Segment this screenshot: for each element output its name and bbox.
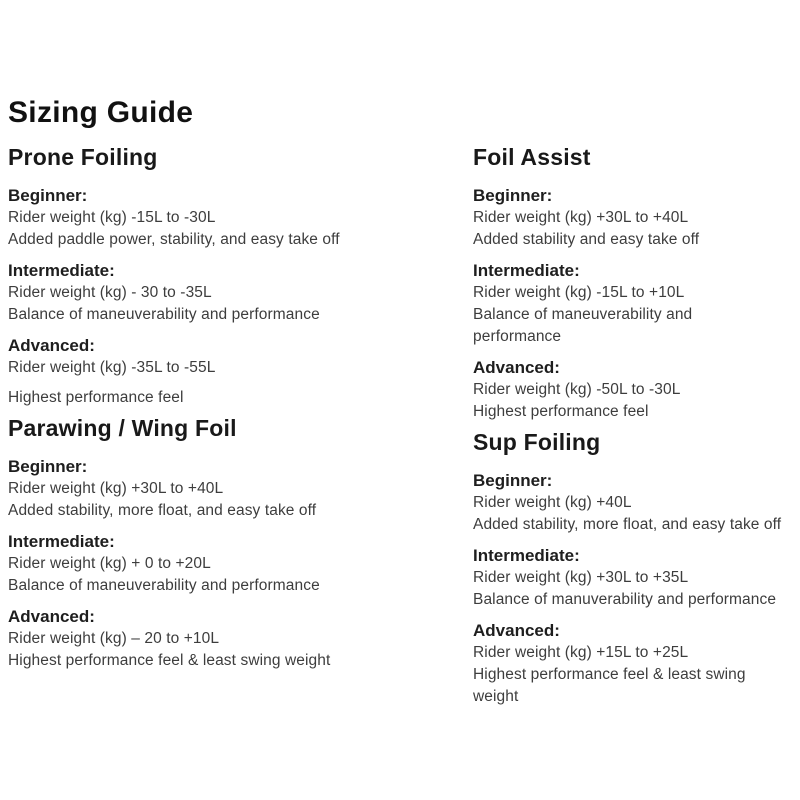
rider-weight-text: Rider weight (kg) +15L to +25L [473,644,689,661]
level-description: Balance of maneuverability and performance [8,577,320,594]
level-description: Balance of maneuverability and performance [473,306,693,345]
section-parawing-wing-foil [8,414,473,672]
level-description: Balance of manuverability and performance [473,591,777,608]
level-advanced [473,357,782,423]
section-heading-prone-foiling: Prone Foiling [8,144,158,170]
page-title: Sizing Guide [8,96,194,129]
level-label: Advanced: [8,336,95,355]
level-description: Added stability, more float, and easy take off [473,516,782,533]
level-description: Added stability and easy take off [473,231,700,248]
level-intermediate [473,545,782,611]
level-advanced [8,606,473,672]
level-label: Beginner: [8,457,88,476]
level-intermediate [473,260,782,348]
level-intermediate [8,531,473,597]
section-foil-assist [473,143,782,423]
level-advanced [473,620,782,708]
level-description: Highest performance feel [473,403,649,420]
section-heading-parawing-wing-foil: Parawing / Wing Foil [8,415,237,441]
rider-weight-text: Rider weight (kg) -35L to -55L [8,359,216,376]
left-column [8,143,473,681]
rider-weight-text: Rider weight (kg) +30L to +40L [473,209,689,226]
level-beginner [8,456,473,522]
level-label: Intermediate: [473,261,580,280]
level-label: Intermediate: [8,261,115,280]
level-description: Added paddle power, stability, and easy take off [8,231,340,248]
level-beginner [473,185,782,251]
section-sup-foiling [473,428,782,708]
level-beginner [8,185,473,251]
level-description: Highest performance feel & least swing weight [8,652,331,669]
level-advanced [8,335,473,409]
level-label: Beginner: [473,186,553,205]
level-label: Intermediate: [473,546,580,565]
rider-weight-text: Rider weight (kg) - 30 to -35L [8,284,212,301]
section-prone-foiling [8,143,473,409]
level-beginner [473,470,782,536]
level-description: Added stability, more float, and easy take off [8,502,317,519]
level-label: Advanced: [8,607,95,626]
section-heading-sup-foiling: Sup Foiling [473,429,601,455]
rider-weight-text: Rider weight (kg) +30L to +35L [473,569,689,586]
right-column [473,143,782,717]
level-label: Advanced: [473,358,560,377]
rider-weight-text: Rider weight (kg) -15L to -30L [8,209,216,226]
level-label: Beginner: [8,186,88,205]
rider-weight-text: Rider weight (kg) + 0 to +20L [8,555,211,572]
level-label: Intermediate: [8,532,115,551]
section-heading-foil-assist: Foil Assist [473,144,591,170]
level-description: Highest performance feel [8,389,184,406]
columns-container [8,143,782,717]
level-intermediate [8,260,473,326]
rider-weight-text: Rider weight (kg) -50L to -30L [473,381,681,398]
rider-weight-text: Rider weight (kg) +40L [473,494,632,511]
level-label: Advanced: [473,621,560,640]
rider-weight-text: Rider weight (kg) +30L to +40L [8,480,224,497]
level-description: Balance of maneuverability and performance [8,306,320,323]
rider-weight-text: Rider weight (kg) – 20 to +10L [8,630,220,647]
level-label: Beginner: [473,471,553,490]
rider-weight-text: Rider weight (kg) -15L to +10L [473,284,685,301]
level-description: Highest performance feel & least swing weight [473,666,746,705]
